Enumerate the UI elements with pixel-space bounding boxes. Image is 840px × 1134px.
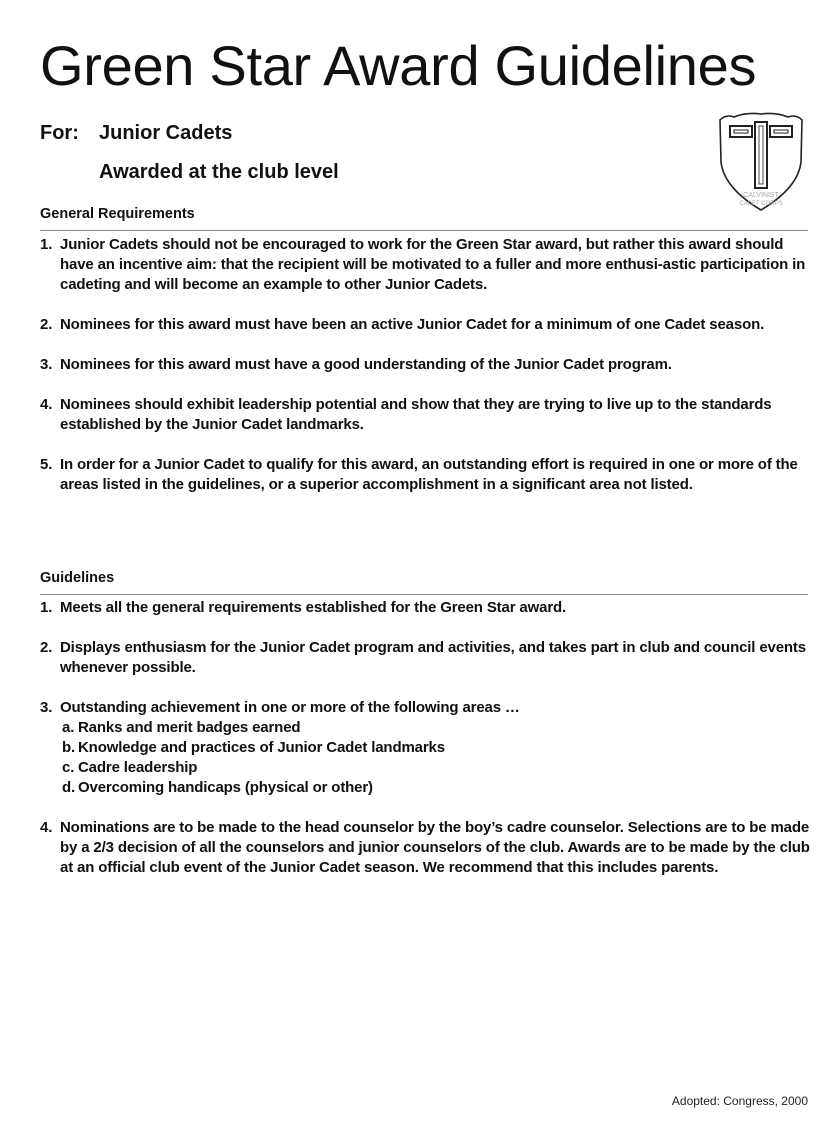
sub-list-item: c. Cadre leadership bbox=[62, 759, 198, 776]
general-requirements-list bbox=[40, 235, 812, 515]
audience-value: Junior Cadets bbox=[99, 122, 233, 144]
areas-sublist bbox=[60, 718, 812, 798]
general-requirements-heading: General Requirements bbox=[40, 206, 195, 222]
svg-text:CALVINIST: CALVINIST bbox=[743, 192, 779, 199]
calvinist-cadet-corps-shield-icon bbox=[716, 110, 806, 212]
section-divider bbox=[40, 594, 808, 595]
guidelines-list bbox=[40, 598, 812, 898]
list-item: 1. Meets all the general requirements established for the Green Star award. bbox=[40, 599, 567, 616]
list-item: 1. Junior Cadets should not be encouraged to work for the Green Star award, but rather this award should have an incentive aim: that the recipient will be motivated to a fuller and more enthusi-astic participation in cadeting and will become an example to other Junior Cadets. bbox=[40, 236, 806, 293]
sub-list-item: d. Overcoming handicaps (physical or other) bbox=[62, 779, 373, 796]
for-label: For: bbox=[40, 122, 79, 144]
list-item: 2. Nominees for this award must have been an active Junior Cadet for a minimum of one Cadet season. bbox=[40, 316, 765, 333]
list-item: 4. Nominations are to be made to the head counselor by the boy’s cadre counselor. Selections are to be made by a 2/3 decision of all the counselors and junior counselors of the club. Awards are to be made by the club at an official club event of the Junior Cadet season. We recommend that this includes parents. bbox=[40, 819, 810, 876]
list-item: 3. Outstanding achievement in one or more of the following areas … a. Ranks and merit badges earned b. Knowledge and practices of Junior Cadet landmarks c. Cadre leadership d. Overcoming handicaps (physical or other) bbox=[40, 698, 812, 798]
svg-text:CADET CORPS: CADET CORPS bbox=[739, 201, 783, 207]
section-divider bbox=[40, 230, 808, 231]
list-item: 5. In order for a Junior Cadet to qualify for this award, an outstanding effort is required in one or more of the areas listed in the guidelines, or a superior accomplishment in a significant area not listed. bbox=[40, 456, 798, 493]
award-level: Awarded at the club level bbox=[99, 161, 339, 183]
adoption-note: Adopted: Congress, 2000 bbox=[671, 1094, 808, 1108]
guidelines-heading: Guidelines bbox=[40, 570, 115, 586]
sub-list-item: a. Ranks and merit badges earned bbox=[62, 719, 301, 736]
list-item: 2. Displays enthusiasm for the Junior Cadet program and activities, and takes part in club and council events whenever possible. bbox=[40, 639, 806, 676]
list-item: 4. Nominees should exhibit leadership potential and show that they are trying to live up to the standards established by the Junior Cadet landmarks. bbox=[40, 396, 772, 433]
list-item: 3. Nominees for this award must have a good understanding of the Junior Cadet program. bbox=[40, 356, 672, 373]
sub-list-item: b. Knowledge and practices of Junior Cadet landmarks bbox=[62, 739, 445, 756]
page-title: Green Star Award Guidelines bbox=[40, 34, 757, 97]
audience-line bbox=[40, 122, 232, 145]
